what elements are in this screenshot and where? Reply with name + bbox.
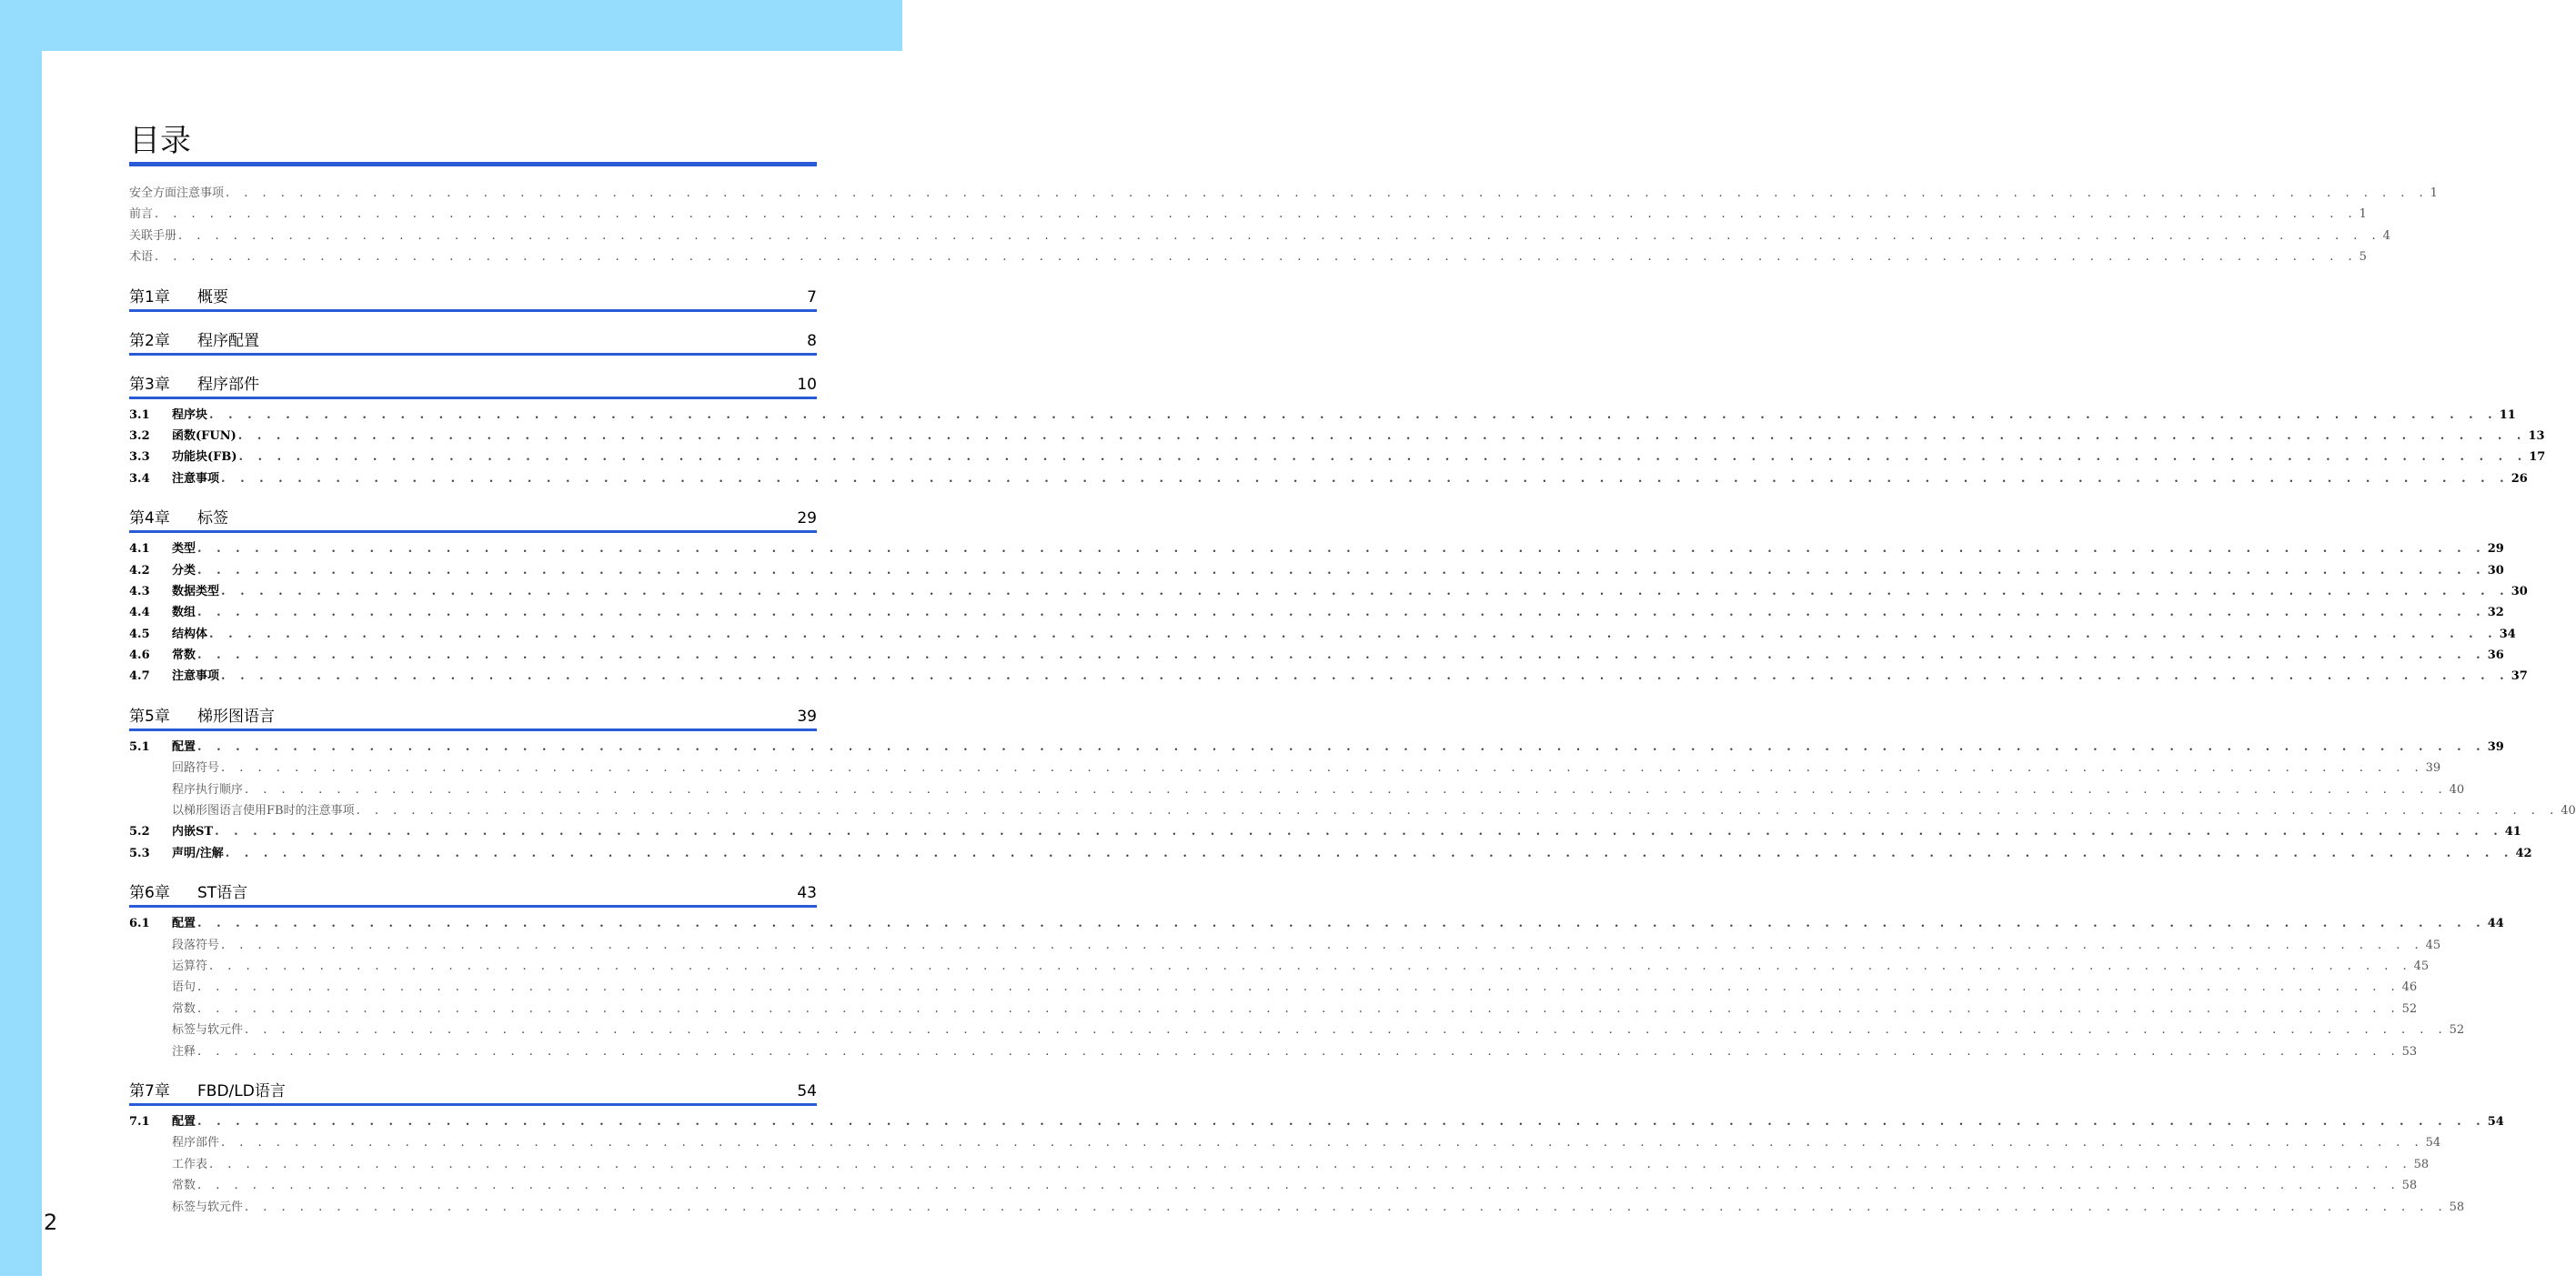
toc-entry-label: 结构体 xyxy=(172,627,208,641)
chapter-heading[interactable] xyxy=(129,370,817,394)
toc-entry-label: 数组 xyxy=(172,606,196,620)
chapter-number: 第4章 xyxy=(129,509,170,528)
toc-entry[interactable] xyxy=(129,843,2532,864)
toc-entry-label: 回路符号 xyxy=(172,761,220,776)
front-matter-list xyxy=(129,183,2438,268)
toc-entry-label: 注释 xyxy=(172,1044,196,1059)
toc-entry-page: 4 xyxy=(2382,228,2390,243)
toc-entry[interactable] xyxy=(129,1041,2418,1062)
toc-entry[interactable] xyxy=(129,426,2545,447)
toc-entry-label: 功能块(FB) xyxy=(172,450,237,465)
toc-entry[interactable] xyxy=(129,447,2546,467)
chapter-number: 第1章 xyxy=(129,287,170,306)
toc-entry-number: 3.2 xyxy=(129,428,150,443)
chapter-page: 39 xyxy=(797,707,817,726)
toc-entry-page: 1 xyxy=(2359,207,2367,222)
toc-entry[interactable] xyxy=(129,602,2504,623)
toc-entry-number: 4.2 xyxy=(129,563,150,578)
toc-entry[interactable] xyxy=(129,956,2430,977)
toc-entry-label: 标签与软元件 xyxy=(172,1200,244,1214)
toc-entry[interactable] xyxy=(129,560,2504,581)
chapter-title: 概要 xyxy=(197,287,228,306)
toc-entry[interactable] xyxy=(129,204,2367,225)
toc-entry-page: 29 xyxy=(2487,542,2504,557)
dot-leader: . . . . . . . . . . . . . . . . . . . . . . . . . . . . . . . . . . . . . . . . . . . . . . . . . . . . . . . . . . . . . . . . . . . . . . . . . . . . . . . . . . . . . . . . . . . . . . . . . . . . . . . . . . . . . . . . . . . . . . . . xyxy=(197,563,2486,578)
toc-entry-label: 分类 xyxy=(172,563,196,578)
chapter-heading[interactable] xyxy=(129,702,817,726)
dot-leader: . . . . . . . . . . . . . . . . . . . . . . . . . . . . . . . . . . . . . . . . . . . . . . . . . . . . . . . . . . . . . . . . . . . . . . . . . . . . . . . . . . . . . . . . . . . . . . . . . . . . . . . . . . . . . . . . . . . . . . . . xyxy=(356,804,2560,819)
chapter-rule xyxy=(129,905,817,908)
toc-entry[interactable] xyxy=(129,977,2418,998)
toc-entry-number: 3.1 xyxy=(129,407,150,422)
toc-entry-number: 3.4 xyxy=(129,471,150,486)
dot-leader: . . . . . . . . . . . . . . . . . . . . . . . . . . . . . . . . . . . . . . . . . . . . . . . . . . . . . . . . . . . . . . . . . . . . . . . . . . . . . . . . . . . . . . . . . . . . . . . . . . . . . . . . . . . . . . . . . . . . . . . . xyxy=(197,648,2486,663)
toc-entry-page: 30 xyxy=(2511,584,2528,598)
dot-leader: . . . . . . . . . . . . . . . . . . . . . . . . . . . . . . . . . . . . . . . . . . . . . . . . . . . . . . . . . . . . . . . . . . . . . . . . . . . . . . . . . . . . . . . . . . . . . . . . . . . . . . . . . . . . . . . . . . . . . . . . xyxy=(221,471,2510,486)
toc-entry[interactable] xyxy=(129,246,2367,267)
toc-entry[interactable] xyxy=(129,1154,2430,1175)
toc-entry[interactable] xyxy=(129,183,2438,204)
toc-entry-label: 配置 xyxy=(172,739,196,754)
toc-entry-page: 11 xyxy=(2499,407,2516,422)
dot-leader: . . . . . . . . . . . . . . . . . . . . . . . . . . . . . . . . . . . . . . . . . . . . . . . . . . . . . . . . . . . . . . . . . . . . . . . . . . . . . . . . . . . . . . . . . . . . . . . . . . . . . . . . . . . . . . . . . . . . . . . . xyxy=(197,917,2486,931)
chapter-page: 10 xyxy=(797,375,817,394)
dot-leader: . . . . . . . . . . . . . . . . . . . . . . . . . . . . . . . . . . . . . . . . . . . . . . . . . . . . . . . . . . . . . . . . . . . . . . . . . . . . . . . . . . . . . . . . . . . . . . . . . . . . . . . . . . . . . . . . . . . . . . . . xyxy=(221,669,2510,684)
toc-entry-page: 13 xyxy=(2528,428,2545,443)
toc-entry-label: 语句 xyxy=(172,980,196,995)
dot-leader: . . . . . . . . . . . . . . . . . . . . . . . . . . . . . . . . . . . . . . . . . . . . . . . . . . . . . . . . . . . . . . . . . . . . . . . . . . . . . . . . . . . . . . . . . . . . . . . . . . . . . . . . . . . . . . . . . . . . . . . . xyxy=(197,1114,2486,1129)
toc-entry[interactable] xyxy=(129,405,2516,426)
toc-entry-number: 3.3 xyxy=(129,450,150,465)
dot-leader: . . . . . . . . . . . . . . . . . . . . . . . . . . . . . . . . . . . . . . . . . . . . . . . . . . . . . . . . . . . . . . . . . . . . . . . . . . . . . . . . . . . . . . . . . . . . . . . . . . . . . . . . . . . . . . . . . . . . . . . . xyxy=(197,739,2486,754)
toc-entry-label: 程序执行顺序 xyxy=(172,782,244,797)
toc-entry-page: 36 xyxy=(2487,648,2504,663)
toc-entry-label: 注意事项 xyxy=(172,669,220,684)
toc-entry-label: 段落符号 xyxy=(172,938,220,952)
toc-entry-page: 44 xyxy=(2487,917,2504,931)
toc-entry-page: 53 xyxy=(2401,1044,2418,1059)
toc-entry-label: 常数 xyxy=(172,1001,196,1016)
dot-leader: . . . . . . . . . . . . . . . . . . . . . . . . . . . . . . . . . . . . . . . . . . . . . . . . . . . . . . . . . . . . . . . . . . . . . . . . . . . . . . . . . . . . . . . . . . . . . . . . . . . . . . . . . . . . . . . . . . . . . . . . xyxy=(237,428,2527,443)
table-of-contents xyxy=(129,120,2576,1218)
chapter-title: ST语言 xyxy=(197,884,248,903)
toc-entry-page: 45 xyxy=(2425,938,2441,952)
toc-entry-page: 58 xyxy=(2449,1200,2465,1214)
toc-entry-label: 工作表 xyxy=(172,1157,208,1171)
toc-entry-page: 58 xyxy=(2401,1179,2418,1193)
toc-entry[interactable] xyxy=(129,468,2528,489)
toc-entry-page: 42 xyxy=(2515,846,2532,860)
dot-leader: . . . . . . . . . . . . . . . . . . . . . . . . . . . . . . . . . . . . . . . . . . . . . . . . . . . . . . . . . . . . . . . . . . . . . . . . . . . . . . . . . . . . . . . . . . . . . . . . . . . . . . . . . . . . . . . . . . . . . . . . xyxy=(155,250,2358,265)
toc-entry[interactable] xyxy=(129,800,2576,821)
dot-leader: . . . . . . . . . . . . . . . . . . . . . . . . . . . . . . . . . . . . . . . . . . . . . . . . . . . . . . . . . . . . . . . . . . . . . . . . . . . . . . . . . . . . . . . . . . . . . . . . . . . . . . . . . . . . . . . . . . . . . . . . xyxy=(221,938,2424,952)
chapter-rule xyxy=(129,309,817,312)
toc-entry[interactable] xyxy=(129,758,2441,779)
dot-leader: . . . . . . . . . . . . . . . . . . . . . . . . . . . . . . . . . . . . . . . . . . . . . . . . . . . . . . . . . . . . . . . . . . . . . . . . . . . . . . . . . . . . . . . . . . . . . . . . . . . . . . . . . . . . . . . . . . . . . . . . xyxy=(197,606,2486,620)
toc-entry-number: 4.3 xyxy=(129,584,150,598)
toc-entry-number: 6.1 xyxy=(129,917,150,931)
toc-entry-page: 52 xyxy=(2449,1023,2465,1038)
dot-leader: . . . . . . . . . . . . . . . . . . . . . . . . . . . . . . . . . . . . . . . . . . . . . . . . . . . . . . . . . . . . . . . . . . . . . . . . . . . . . . . . . . . . . . . . . . . . . . . . . . . . . . . . . . . . . . . . . . . . . . . . xyxy=(178,228,2381,243)
toc-entry[interactable] xyxy=(129,624,2516,645)
toc-entry[interactable] xyxy=(129,1132,2441,1153)
toc-entry-number: 5.2 xyxy=(129,825,150,839)
toc-entry-number: 4.6 xyxy=(129,648,150,663)
toc-entry-number: 7.1 xyxy=(129,1114,150,1129)
dot-leader: . . . . . . . . . . . . . . . . . . . . . . . . . . . . . . . . . . . . . . . . . . . . . . . . . . . . . . . . . . . . . . . . . . . . . . . . . . . . . . . . . . . . . . . . . . . . . . . . . . . . . . . . . . . . . . . . . . . . . . . . xyxy=(225,846,2514,860)
toc-entry-label: 标签与软元件 xyxy=(172,1023,244,1038)
chapter-rule xyxy=(129,353,817,356)
toc-entry-page: 1 xyxy=(2430,186,2438,200)
toc-entry[interactable] xyxy=(129,226,2390,246)
dot-leader: . . . . . . . . . . . . . . . . . . . . . . . . . . . . . . . . . . . . . . . . . . . . . . . . . . . . . . . . . . . . . . . . . . . . . . . . . . . . . . . . . . . . . . . . . . . . . . . . . . . . . . . . . . . . . . . . . . . . . . . . xyxy=(197,1001,2400,1016)
toc-entry-label: 运算符 xyxy=(172,959,208,973)
toc-entry[interactable] xyxy=(129,666,2528,687)
dot-leader: . . . . . . . . . . . . . . . . . . . . . . . . . . . . . . . . . . . . . . . . . . . . . . . . . . . . . . . . . . . . . . . . . . . . . . . . . . . . . . . . . . . . . . . . . . . . . . . . . . . . . . . . . . . . . . . . . . . . . . . . xyxy=(197,1179,2400,1193)
dot-leader: . . . . . . . . . . . . . . . . . . . . . . . . . . . . . . . . . . . . . . . . . . . . . . . . . . . . . . . . . . . . . . . . . . . . . . . . . . . . . . . . . . . . . . . . . . . . . . . . . . . . . . . . . . . . . . . . . . . . . . . . xyxy=(221,1136,2424,1150)
toc-entry-page: 5 xyxy=(2359,250,2367,265)
chapter-heading[interactable] xyxy=(129,327,817,350)
toc-entry[interactable] xyxy=(129,821,2521,842)
toc-entry-label: 常数 xyxy=(172,648,196,663)
toc-entry-label: 关联手册 xyxy=(129,228,177,243)
toc-entry-label: 类型 xyxy=(172,542,196,557)
chapter-title: FBD/LD语言 xyxy=(197,1081,286,1100)
toc-entry[interactable] xyxy=(129,737,2504,758)
toc-entry[interactable] xyxy=(129,999,2418,1020)
toc-entry-label: 术语 xyxy=(129,250,154,265)
toc-entry-label: 以梯形图语言使用FB时的注意事项 xyxy=(172,804,355,819)
toc-entry-page: 37 xyxy=(2511,669,2528,684)
toc-entry-page: 40 xyxy=(2449,782,2465,797)
chapter-title: 程序配置 xyxy=(197,331,259,350)
dot-leader: . . . . . . . . . . . . . . . . . . . . . . . . . . . . . . . . . . . . . . . . . . . . . . . . . . . . . . . . . . . . . . . . . . . . . . . . . . . . . . . . . . . . . . . . . . . . . . . . . . . . . . . . . . . . . . . . . . . . . . . . xyxy=(221,761,2424,776)
chapters-list xyxy=(129,283,2576,1218)
dot-leader: . . . . . . . . . . . . . . . . . . . . . . . . . . . . . . . . . . . . . . . . . . . . . . . . . . . . . . . . . . . . . . . . . . . . . . . . . . . . . . . . . . . . . . . . . . . . . . . . . . . . . . . . . . . . . . . . . . . . . . . . xyxy=(209,959,2412,973)
toc-entry-page: 45 xyxy=(2413,959,2430,973)
toc-entry[interactable] xyxy=(129,538,2504,559)
chapter-number: 第3章 xyxy=(129,375,170,394)
toc-entry[interactable] xyxy=(129,779,2465,800)
toc-entry-page: 40 xyxy=(2561,804,2576,819)
page-title: 目录 xyxy=(129,123,191,159)
toc-entry[interactable] xyxy=(129,913,2504,934)
chapter-rule xyxy=(129,728,817,731)
toc-entry[interactable] xyxy=(129,581,2528,602)
chapter-title: 标签 xyxy=(197,509,228,528)
chapter-title: 程序部件 xyxy=(197,375,259,394)
chapter-page: 8 xyxy=(807,331,817,350)
dot-leader: . . . . . . . . . . . . . . . . . . . . . . . . . . . . . . . . . . . . . . . . . . . . . . . . . . . . . . . . . . . . . . . . . . . . . . . . . . . . . . . . . . . . . . . . . . . . . . . . . . . . . . . . . . . . . . . . . . . . . . . . xyxy=(245,782,2448,797)
chapter-rule xyxy=(129,397,817,399)
chapter-number: 第6章 xyxy=(129,884,170,903)
chapter-rule xyxy=(129,530,817,533)
dot-leader: . . . . . . . . . . . . . . . . . . . . . . . . . . . . . . . . . . . . . . . . . . . . . . . . . . . . . . . . . . . . . . . . . . . . . . . . . . . . . . . . . . . . . . . . . . . . . . . . . . . . . . . . . . . . . . . . . . . . . . . . xyxy=(197,1044,2400,1059)
dot-leader: . . . . . . . . . . . . . . . . . . . . . . . . . . . . . . . . . . . . . . . . . . . . . . . . . . . . . . . . . . . . . . . . . . . . . . . . . . . . . . . . . . . . . . . . . . . . . . . . . . . . . . . . . . . . . . . . . . . . . . . . xyxy=(209,627,2498,641)
toc-entry-page: 17 xyxy=(2529,450,2546,465)
dot-leader: . . . . . . . . . . . . . . . . . . . . . . . . . . . . . . . . . . . . . . . . . . . . . . . . . . . . . . . . . . . . . . . . . . . . . . . . . . . . . . . . . . . . . . . . . . . . . . . . . . . . . . . . . . . . . . . . . . . . . . . . xyxy=(209,407,2498,422)
toc-entry-label: 程序块 xyxy=(172,407,208,422)
chapter-heading[interactable] xyxy=(129,879,817,902)
chapter-number: 第2章 xyxy=(129,331,170,350)
toc-entry-label: 程序部件 xyxy=(172,1136,220,1150)
page-number: 2 xyxy=(44,1210,58,1235)
toc-entry-page: 52 xyxy=(2401,1001,2418,1016)
toc-entry-number: 5.3 xyxy=(129,846,150,860)
toc-entry-page: 46 xyxy=(2401,980,2418,995)
toc-entry-page: 58 xyxy=(2413,1157,2430,1171)
top-color-band xyxy=(0,0,902,51)
toc-entry[interactable] xyxy=(129,1020,2465,1040)
chapter-page: 29 xyxy=(797,509,817,528)
dot-leader: . . . . . . . . . . . . . . . . . . . . . . . . . . . . . . . . . . . . . . . . . . . . . . . . . . . . . . . . . . . . . . . . . . . . . . . . . . . . . . . . . . . . . . . . . . . . . . . . . . . . . . . . . . . . . . . . . . . . . . . . xyxy=(245,1023,2448,1038)
toc-entry-page: 34 xyxy=(2499,627,2516,641)
chapter-heading[interactable] xyxy=(129,283,817,306)
dot-leader: . . . . . . . . . . . . . . . . . . . . . . . . . . . . . . . . . . . . . . . . . . . . . . . . . . . . . . . . . . . . . . . . . . . . . . . . . . . . . . . . . . . . . . . . . . . . . . . . . . . . . . . . . . . . . . . . . . . . . . . . xyxy=(197,980,2400,995)
chapter-heading[interactable] xyxy=(129,504,817,527)
chapter-number: 第7章 xyxy=(129,1081,170,1100)
toc-entry-page: 54 xyxy=(2487,1114,2504,1129)
dot-leader: . . . . . . . . . . . . . . . . . . . . . . . . . . . . . . . . . . . . . . . . . . . . . . . . . . . . . . . . . . . . . . . . . . . . . . . . . . . . . . . . . . . . . . . . . . . . . . . . . . . . . . . . . . . . . . . . . . . . . . . . xyxy=(215,825,2503,839)
toc-entry-label: 前言 xyxy=(129,207,154,222)
chapter-rule xyxy=(129,1103,817,1106)
toc-entry-page: 39 xyxy=(2487,739,2504,754)
title-rule xyxy=(129,162,817,166)
dot-leader: . . . . . . . . . . . . . . . . . . . . . . . . . . . . . . . . . . . . . . . . . . . . . . . . . . . . . . . . . . . . . . . . . . . . . . . . . . . . . . . . . . . . . . . . . . . . . . . . . . . . . . . . . . . . . . . . . . . . . . . . xyxy=(238,450,2528,465)
chapter-page: 7 xyxy=(807,287,817,306)
dot-leader: . . . . . . . . . . . . . . . . . . . . . . . . . . . . . . . . . . . . . . . . . . . . . . . . . . . . . . . . . . . . . . . . . . . . . . . . . . . . . . . . . . . . . . . . . . . . . . . . . . . . . . . . . . . . . . . . . . . . . . . . xyxy=(155,207,2358,222)
toc-entry[interactable] xyxy=(129,1197,2465,1218)
toc-entry-page: 26 xyxy=(2511,471,2528,486)
chapter-page: 43 xyxy=(797,884,817,903)
left-color-band xyxy=(0,0,42,1276)
chapter-title: 梯形图语言 xyxy=(197,707,275,726)
toc-entry-page: 41 xyxy=(2504,825,2521,839)
toc-entry-page: 39 xyxy=(2425,761,2441,776)
toc-entry-label: 注意事项 xyxy=(172,471,220,486)
chapter-number: 第5章 xyxy=(129,707,170,726)
toc-entry-page: 54 xyxy=(2425,1136,2441,1150)
toc-entry-label: 数据类型 xyxy=(172,584,220,598)
toc-entry-number: 4.1 xyxy=(129,542,150,557)
toc-entry-number: 4.4 xyxy=(129,606,150,620)
chapter-heading[interactable] xyxy=(129,1077,817,1100)
dot-leader: . . . . . . . . . . . . . . . . . . . . . . . . . . . . . . . . . . . . . . . . . . . . . . . . . . . . . . . . . . . . . . . . . . . . . . . . . . . . . . . . . . . . . . . . . . . . . . . . . . . . . . . . . . . . . . . . . . . . . . . . xyxy=(226,186,2429,200)
dot-leader: . . . . . . . . . . . . . . . . . . . . . . . . . . . . . . . . . . . . . . . . . . . . . . . . . . . . . . . . . . . . . . . . . . . . . . . . . . . . . . . . . . . . . . . . . . . . . . . . . . . . . . . . . . . . . . . . . . . . . . . . xyxy=(245,1200,2448,1214)
dot-leader: . . . . . . . . . . . . . . . . . . . . . . . . . . . . . . . . . . . . . . . . . . . . . . . . . . . . . . . . . . . . . . . . . . . . . . . . . . . . . . . . . . . . . . . . . . . . . . . . . . . . . . . . . . . . . . . . . . . . . . . . xyxy=(221,584,2510,598)
toc-entry-number: 4.7 xyxy=(129,669,150,684)
toc-entry-label: 常数 xyxy=(172,1179,196,1193)
toc-entry-page: 30 xyxy=(2487,563,2504,578)
toc-entry-label: 配置 xyxy=(172,1114,196,1129)
chapter-page: 54 xyxy=(797,1081,817,1100)
toc-entry[interactable] xyxy=(129,1111,2504,1132)
toc-entry-label: 声明/注解 xyxy=(172,846,224,860)
toc-entry-label: 内嵌ST xyxy=(172,825,214,839)
toc-entry[interactable] xyxy=(129,935,2441,956)
dot-leader: . . . . . . . . . . . . . . . . . . . . . . . . . . . . . . . . . . . . . . . . . . . . . . . . . . . . . . . . . . . . . . . . . . . . . . . . . . . . . . . . . . . . . . . . . . . . . . . . . . . . . . . . . . . . . . . . . . . . . . . . xyxy=(209,1157,2412,1171)
toc-entry-number: 4.5 xyxy=(129,627,150,641)
toc-entry-number: 5.1 xyxy=(129,739,150,754)
toc-entry-label: 配置 xyxy=(172,917,196,931)
dot-leader: . . . . . . . . . . . . . . . . . . . . . . . . . . . . . . . . . . . . . . . . . . . . . . . . . . . . . . . . . . . . . . . . . . . . . . . . . . . . . . . . . . . . . . . . . . . . . . . . . . . . . . . . . . . . . . . . . . . . . . . . xyxy=(197,542,2486,557)
toc-entry-label: 函数(FUN) xyxy=(172,428,236,443)
toc-entry[interactable] xyxy=(129,1175,2418,1196)
toc-entry[interactable] xyxy=(129,645,2504,666)
toc-entry-page: 32 xyxy=(2487,606,2504,620)
toc-entry-label: 安全方面注意事项 xyxy=(129,186,225,200)
